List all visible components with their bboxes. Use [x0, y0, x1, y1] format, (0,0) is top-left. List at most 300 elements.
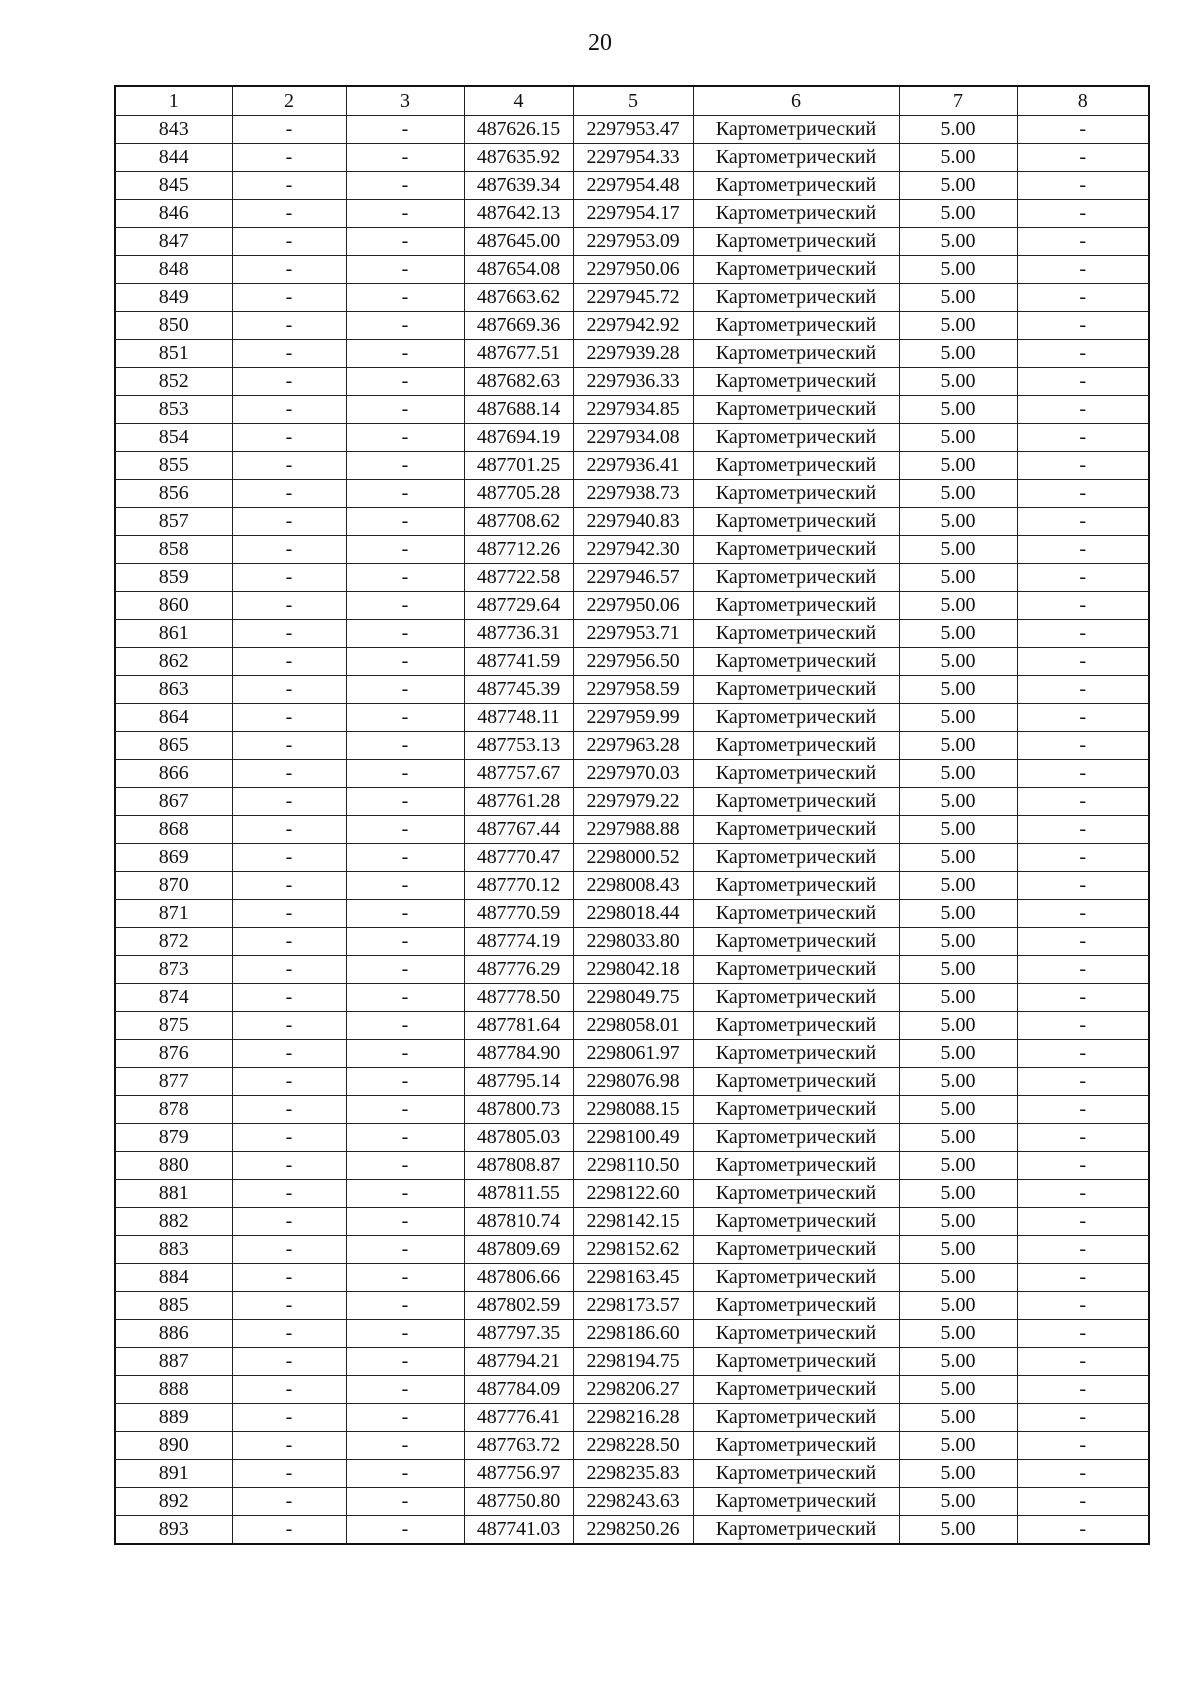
cell-col-8: -	[1017, 872, 1149, 900]
cell-method: Картометрический	[693, 312, 899, 340]
cell-col-2: -	[232, 928, 346, 956]
cell-accuracy: 5.00	[899, 1376, 1017, 1404]
cell-coord-x: 487741.59	[464, 648, 573, 676]
cell-coord-x: 487688.14	[464, 396, 573, 424]
cell-col-8: -	[1017, 508, 1149, 536]
cell-col-8: -	[1017, 900, 1149, 928]
cell-col-3: -	[346, 704, 464, 732]
table-row	[115, 1404, 1149, 1432]
cell-col-8: -	[1017, 312, 1149, 340]
cell-method: Картометрический	[693, 452, 899, 480]
cell-method: Картометрический	[693, 1516, 899, 1545]
cell-col-2: -	[232, 1460, 346, 1488]
cell-method: Картометрический	[693, 1236, 899, 1264]
table-row	[115, 508, 1149, 536]
cell-point-number: 858	[115, 536, 232, 564]
cell-col-2: -	[232, 396, 346, 424]
cell-coord-y: 2298033.80	[573, 928, 693, 956]
cell-point-number: 890	[115, 1432, 232, 1460]
cell-accuracy: 5.00	[899, 1292, 1017, 1320]
cell-method: Картометрический	[693, 1264, 899, 1292]
table-row	[115, 928, 1149, 956]
cell-accuracy: 5.00	[899, 844, 1017, 872]
cell-col-8: -	[1017, 928, 1149, 956]
cell-method: Картометрический	[693, 1432, 899, 1460]
cell-col-2: -	[232, 1432, 346, 1460]
cell-point-number: 881	[115, 1180, 232, 1208]
cell-accuracy: 5.00	[899, 676, 1017, 704]
cell-coord-x: 487677.51	[464, 340, 573, 368]
cell-col-2: -	[232, 676, 346, 704]
table-row	[115, 1376, 1149, 1404]
table-row	[115, 1320, 1149, 1348]
cell-col-8: -	[1017, 452, 1149, 480]
cell-coord-x: 487669.36	[464, 312, 573, 340]
cell-coord-x: 487663.62	[464, 284, 573, 312]
cell-col-3: -	[346, 172, 464, 200]
cell-col-3: -	[346, 1432, 464, 1460]
cell-accuracy: 5.00	[899, 1096, 1017, 1124]
cell-accuracy: 5.00	[899, 900, 1017, 928]
cell-coord-x: 487784.90	[464, 1040, 573, 1068]
cell-col-2: -	[232, 1096, 346, 1124]
cell-col-8: -	[1017, 284, 1149, 312]
cell-col-3: -	[346, 1236, 464, 1264]
cell-coord-y: 2298142.15	[573, 1208, 693, 1236]
cell-coord-y: 2297958.59	[573, 676, 693, 704]
cell-method: Картометрический	[693, 1068, 899, 1096]
cell-col-2: -	[232, 732, 346, 760]
cell-coord-x: 487654.08	[464, 256, 573, 284]
cell-col-2: -	[232, 620, 346, 648]
cell-accuracy: 5.00	[899, 312, 1017, 340]
cell-col-8: -	[1017, 984, 1149, 1012]
cell-col-3: -	[346, 872, 464, 900]
cell-accuracy: 5.00	[899, 1516, 1017, 1545]
cell-method: Картометрический	[693, 116, 899, 144]
cell-coord-y: 2298216.28	[573, 1404, 693, 1432]
cell-col-8: -	[1017, 1236, 1149, 1264]
cell-coord-x: 487761.28	[464, 788, 573, 816]
cell-col-8: -	[1017, 620, 1149, 648]
cell-method: Картометрический	[693, 284, 899, 312]
cell-coord-y: 2298152.62	[573, 1236, 693, 1264]
cell-coord-x: 487763.72	[464, 1432, 573, 1460]
cell-col-8: -	[1017, 480, 1149, 508]
cell-coord-y: 2297953.71	[573, 620, 693, 648]
cell-col-8: -	[1017, 116, 1149, 144]
cell-coord-x: 487705.28	[464, 480, 573, 508]
cell-accuracy: 5.00	[899, 200, 1017, 228]
cell-col-2: -	[232, 872, 346, 900]
cell-col-8: -	[1017, 1348, 1149, 1376]
table-row	[115, 1096, 1149, 1124]
cell-point-number: 861	[115, 620, 232, 648]
cell-accuracy: 5.00	[899, 284, 1017, 312]
cell-coord-x: 487795.14	[464, 1068, 573, 1096]
cell-coord-y: 2298206.27	[573, 1376, 693, 1404]
cell-col-3: -	[346, 984, 464, 1012]
cell-col-3: -	[346, 1152, 464, 1180]
cell-col-3: -	[346, 144, 464, 172]
cell-col-2: -	[232, 536, 346, 564]
cell-method: Картометрический	[693, 900, 899, 928]
cell-accuracy: 5.00	[899, 984, 1017, 1012]
cell-col-8: -	[1017, 1432, 1149, 1460]
cell-accuracy: 5.00	[899, 424, 1017, 452]
cell-col-2: -	[232, 228, 346, 256]
table-row	[115, 1180, 1149, 1208]
cell-col-8: -	[1017, 1460, 1149, 1488]
cell-col-2: -	[232, 956, 346, 984]
cell-col-8: -	[1017, 732, 1149, 760]
cell-coord-y: 2298088.15	[573, 1096, 693, 1124]
cell-coord-y: 2298243.63	[573, 1488, 693, 1516]
cell-point-number: 869	[115, 844, 232, 872]
cell-accuracy: 5.00	[899, 564, 1017, 592]
cell-point-number: 849	[115, 284, 232, 312]
cell-coord-y: 2297963.28	[573, 732, 693, 760]
cell-accuracy: 5.00	[899, 368, 1017, 396]
cell-coord-x: 487642.13	[464, 200, 573, 228]
cell-col-2: -	[232, 508, 346, 536]
cell-point-number: 891	[115, 1460, 232, 1488]
cell-method: Картометрический	[693, 872, 899, 900]
table-header	[115, 86, 1149, 116]
cell-accuracy: 5.00	[899, 648, 1017, 676]
cell-coord-x: 487797.35	[464, 1320, 573, 1348]
table-row	[115, 984, 1149, 1012]
cell-point-number: 866	[115, 760, 232, 788]
cell-method: Картометрический	[693, 200, 899, 228]
cell-coord-y: 2297942.92	[573, 312, 693, 340]
cell-col-2: -	[232, 760, 346, 788]
cell-point-number: 865	[115, 732, 232, 760]
cell-accuracy: 5.00	[899, 1460, 1017, 1488]
cell-point-number: 871	[115, 900, 232, 928]
cell-col-3: -	[346, 1040, 464, 1068]
cell-col-2: -	[232, 368, 346, 396]
cell-accuracy: 5.00	[899, 760, 1017, 788]
cell-accuracy: 5.00	[899, 228, 1017, 256]
cell-coord-y: 2297953.09	[573, 228, 693, 256]
cell-point-number: 855	[115, 452, 232, 480]
cell-col-2: -	[232, 340, 346, 368]
cell-coord-y: 2297959.99	[573, 704, 693, 732]
cell-accuracy: 5.00	[899, 1180, 1017, 1208]
cell-col-8: -	[1017, 1208, 1149, 1236]
cell-col-8: -	[1017, 704, 1149, 732]
table-row	[115, 1068, 1149, 1096]
cell-point-number: 860	[115, 592, 232, 620]
cell-method: Картометрический	[693, 564, 899, 592]
table-row	[115, 1040, 1149, 1068]
cell-col-3: -	[346, 1376, 464, 1404]
cell-col-2: -	[232, 984, 346, 1012]
cell-coord-y: 2298049.75	[573, 984, 693, 1012]
cell-method: Картометрический	[693, 480, 899, 508]
cell-accuracy: 5.00	[899, 1152, 1017, 1180]
cell-accuracy: 5.00	[899, 1348, 1017, 1376]
cell-method: Картометрический	[693, 172, 899, 200]
table-row	[115, 844, 1149, 872]
table-row	[115, 536, 1149, 564]
cell-coord-x: 487756.97	[464, 1460, 573, 1488]
cell-col-2: -	[232, 172, 346, 200]
cell-col-3: -	[346, 816, 464, 844]
cell-accuracy: 5.00	[899, 536, 1017, 564]
cell-coord-x: 487645.00	[464, 228, 573, 256]
cell-method: Картометрический	[693, 1376, 899, 1404]
cell-col-2: -	[232, 1348, 346, 1376]
cell-coord-x: 487736.31	[464, 620, 573, 648]
cell-coord-y: 2298018.44	[573, 900, 693, 928]
table-row	[115, 900, 1149, 928]
cell-accuracy: 5.00	[899, 872, 1017, 900]
cell-method: Картометрический	[693, 676, 899, 704]
table-row	[115, 1236, 1149, 1264]
cell-col-8: -	[1017, 1068, 1149, 1096]
cell-accuracy: 5.00	[899, 620, 1017, 648]
cell-coord-x: 487774.19	[464, 928, 573, 956]
cell-col-8: -	[1017, 648, 1149, 676]
cell-coord-y: 2297936.33	[573, 368, 693, 396]
page-number: 20	[588, 30, 612, 56]
cell-coord-y: 2297988.88	[573, 816, 693, 844]
cell-col-2: -	[232, 816, 346, 844]
cell-col-3: -	[346, 1208, 464, 1236]
header-col-6: 6	[693, 86, 899, 116]
cell-col-3: -	[346, 620, 464, 648]
table-row	[115, 1012, 1149, 1040]
cell-col-8: -	[1017, 1096, 1149, 1124]
cell-point-number: 889	[115, 1404, 232, 1432]
cell-col-8: -	[1017, 1040, 1149, 1068]
cell-col-2: -	[232, 1152, 346, 1180]
cell-method: Картометрический	[693, 956, 899, 984]
cell-col-3: -	[346, 424, 464, 452]
cell-accuracy: 5.00	[899, 1432, 1017, 1460]
table-row	[115, 564, 1149, 592]
cell-col-2: -	[232, 592, 346, 620]
cell-coord-x: 487805.03	[464, 1124, 573, 1152]
cell-method: Картометрический	[693, 1096, 899, 1124]
cell-coord-y: 2298000.52	[573, 844, 693, 872]
cell-coord-y: 2297950.06	[573, 256, 693, 284]
cell-col-3: -	[346, 396, 464, 424]
cell-point-number: 885	[115, 1292, 232, 1320]
cell-method: Картометрический	[693, 368, 899, 396]
cell-accuracy: 5.00	[899, 1488, 1017, 1516]
cell-coord-x: 487770.12	[464, 872, 573, 900]
header-col-5: 5	[573, 86, 693, 116]
cell-col-8: -	[1017, 788, 1149, 816]
cell-point-number: 887	[115, 1348, 232, 1376]
table-row	[115, 1292, 1149, 1320]
cell-col-2: -	[232, 844, 346, 872]
cell-col-2: -	[232, 200, 346, 228]
cell-col-3: -	[346, 508, 464, 536]
cell-col-3: -	[346, 1068, 464, 1096]
cell-col-2: -	[232, 900, 346, 928]
cell-point-number: 856	[115, 480, 232, 508]
cell-coord-x: 487682.63	[464, 368, 573, 396]
cell-col-3: -	[346, 1124, 464, 1152]
cell-col-3: -	[346, 340, 464, 368]
cell-point-number: 844	[115, 144, 232, 172]
cell-method: Картометрический	[693, 844, 899, 872]
cell-accuracy: 5.00	[899, 508, 1017, 536]
cell-coord-y: 2297936.41	[573, 452, 693, 480]
cell-col-2: -	[232, 1124, 346, 1152]
cell-col-2: -	[232, 1236, 346, 1264]
cell-col-8: -	[1017, 1264, 1149, 1292]
cell-accuracy: 5.00	[899, 452, 1017, 480]
cell-point-number: 845	[115, 172, 232, 200]
cell-coord-y: 2297956.50	[573, 648, 693, 676]
cell-coord-x: 487757.67	[464, 760, 573, 788]
cell-coord-x: 487808.87	[464, 1152, 573, 1180]
cell-method: Картометрический	[693, 1124, 899, 1152]
cell-col-3: -	[346, 1096, 464, 1124]
cell-col-3: -	[346, 452, 464, 480]
cell-method: Картометрический	[693, 1012, 899, 1040]
cell-point-number: 893	[115, 1516, 232, 1545]
cell-method: Картометрический	[693, 1348, 899, 1376]
cell-point-number: 847	[115, 228, 232, 256]
cell-col-2: -	[232, 480, 346, 508]
table-row	[115, 1488, 1149, 1516]
cell-coord-y: 2298186.60	[573, 1320, 693, 1348]
cell-coord-x: 487712.26	[464, 536, 573, 564]
cell-col-8: -	[1017, 1292, 1149, 1320]
cell-col-8: -	[1017, 1376, 1149, 1404]
cell-col-2: -	[232, 1404, 346, 1432]
cell-point-number: 854	[115, 424, 232, 452]
cell-point-number: 843	[115, 116, 232, 144]
cell-method: Картометрический	[693, 340, 899, 368]
cell-point-number: 892	[115, 1488, 232, 1516]
table-row	[115, 788, 1149, 816]
cell-coord-x: 487800.73	[464, 1096, 573, 1124]
cell-col-8: -	[1017, 144, 1149, 172]
cell-point-number: 882	[115, 1208, 232, 1236]
cell-coord-x: 487694.19	[464, 424, 573, 452]
cell-col-3: -	[346, 368, 464, 396]
cell-col-3: -	[346, 284, 464, 312]
cell-coord-y: 2298235.83	[573, 1460, 693, 1488]
cell-point-number: 874	[115, 984, 232, 1012]
table-row	[115, 116, 1149, 144]
table-row	[115, 1348, 1149, 1376]
cell-coord-y: 2297940.83	[573, 508, 693, 536]
cell-col-2: -	[232, 704, 346, 732]
cell-method: Картометрический	[693, 424, 899, 452]
cell-coord-y: 2297979.22	[573, 788, 693, 816]
header-col-8: 8	[1017, 86, 1149, 116]
cell-col-3: -	[346, 900, 464, 928]
cell-col-3: -	[346, 1404, 464, 1432]
cell-method: Картометрический	[693, 760, 899, 788]
table-row	[115, 200, 1149, 228]
cell-coord-x: 487750.80	[464, 1488, 573, 1516]
cell-point-number: 850	[115, 312, 232, 340]
coordinates-table	[114, 85, 1150, 1545]
cell-col-8: -	[1017, 592, 1149, 620]
cell-col-2: -	[232, 788, 346, 816]
cell-point-number: 883	[115, 1236, 232, 1264]
cell-col-8: -	[1017, 1152, 1149, 1180]
cell-point-number: 886	[115, 1320, 232, 1348]
cell-point-number: 872	[115, 928, 232, 956]
cell-point-number: 863	[115, 676, 232, 704]
cell-point-number: 884	[115, 1264, 232, 1292]
table-row	[115, 1208, 1149, 1236]
cell-point-number: 853	[115, 396, 232, 424]
table-row	[115, 368, 1149, 396]
cell-coord-x: 487767.44	[464, 816, 573, 844]
cell-col-8: -	[1017, 760, 1149, 788]
table-row	[115, 648, 1149, 676]
cell-col-8: -	[1017, 256, 1149, 284]
cell-col-3: -	[346, 564, 464, 592]
table-row	[115, 1124, 1149, 1152]
cell-point-number: 868	[115, 816, 232, 844]
table-row	[115, 1432, 1149, 1460]
cell-point-number: 875	[115, 1012, 232, 1040]
header-col-4: 4	[464, 86, 573, 116]
cell-method: Картометрический	[693, 984, 899, 1012]
cell-accuracy: 5.00	[899, 1208, 1017, 1236]
cell-coord-y: 2298250.26	[573, 1516, 693, 1545]
cell-coord-y: 2298194.75	[573, 1348, 693, 1376]
cell-accuracy: 5.00	[899, 732, 1017, 760]
cell-point-number: 888	[115, 1376, 232, 1404]
cell-col-3: -	[346, 1180, 464, 1208]
cell-coord-x: 487770.47	[464, 844, 573, 872]
cell-method: Картометрический	[693, 536, 899, 564]
cell-coord-x: 487809.69	[464, 1236, 573, 1264]
cell-method: Картометрический	[693, 732, 899, 760]
cell-method: Картометрический	[693, 816, 899, 844]
cell-method: Картометрический	[693, 704, 899, 732]
cell-coord-x: 487810.74	[464, 1208, 573, 1236]
cell-coord-y: 2297934.85	[573, 396, 693, 424]
cell-col-8: -	[1017, 1320, 1149, 1348]
cell-col-3: -	[346, 956, 464, 984]
cell-col-3: -	[346, 1012, 464, 1040]
cell-coord-x: 487811.55	[464, 1180, 573, 1208]
cell-accuracy: 5.00	[899, 788, 1017, 816]
cell-method: Картометрический	[693, 928, 899, 956]
cell-col-8: -	[1017, 340, 1149, 368]
cell-coord-y: 2297938.73	[573, 480, 693, 508]
cell-col-3: -	[346, 1516, 464, 1545]
table-row	[115, 676, 1149, 704]
header-col-2: 2	[232, 86, 346, 116]
cell-method: Картометрический	[693, 1320, 899, 1348]
cell-accuracy: 5.00	[899, 1236, 1017, 1264]
cell-method: Картометрический	[693, 508, 899, 536]
cell-col-3: -	[346, 648, 464, 676]
cell-col-3: -	[346, 676, 464, 704]
cell-col-3: -	[346, 116, 464, 144]
cell-coord-x: 487741.03	[464, 1516, 573, 1545]
cell-accuracy: 5.00	[899, 1320, 1017, 1348]
table-row	[115, 760, 1149, 788]
cell-coord-y: 2297942.30	[573, 536, 693, 564]
table-row	[115, 144, 1149, 172]
